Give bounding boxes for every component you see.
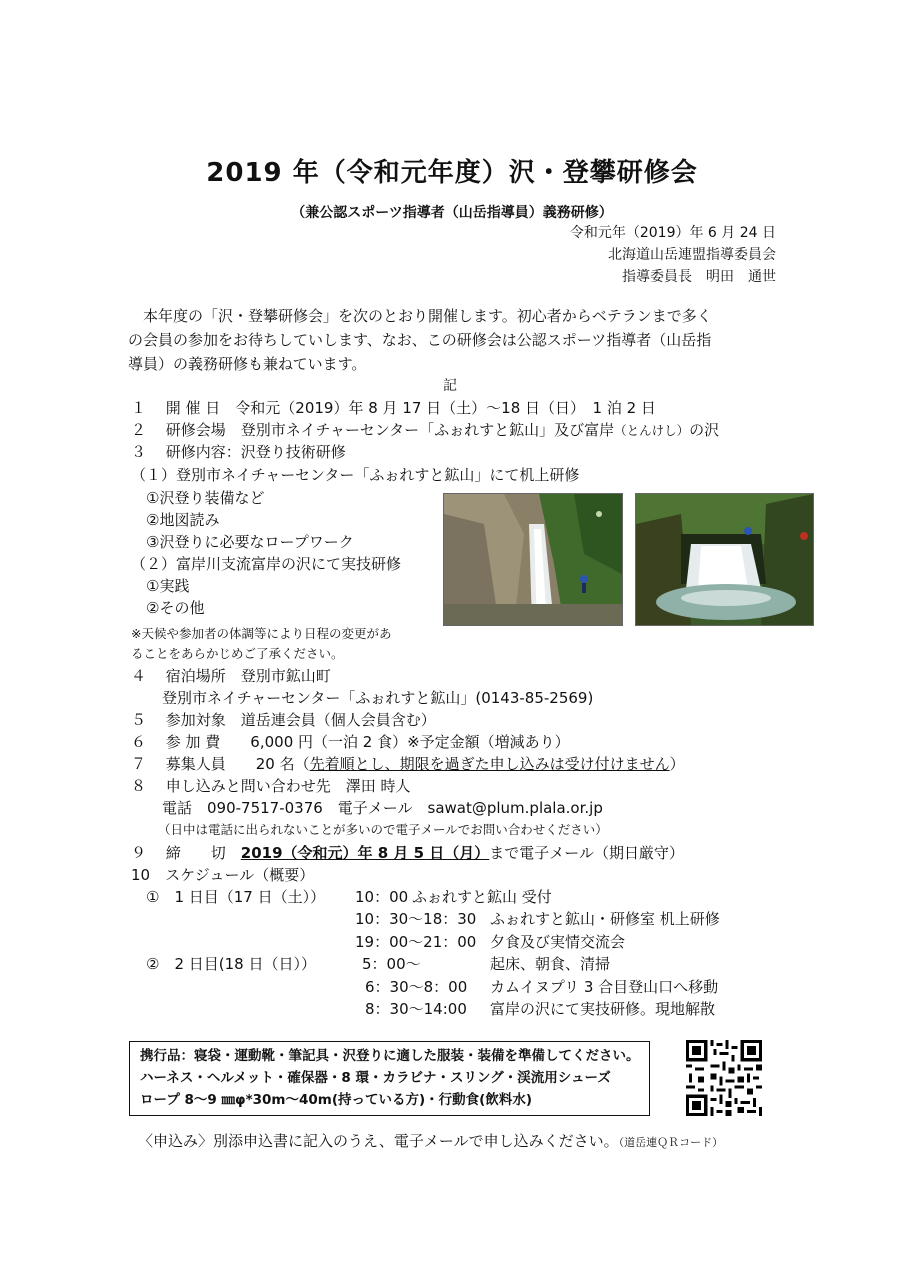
schedule-event: 起床、朝食、清掃	[490, 955, 611, 973]
sub-1b: ②地図読み	[146, 511, 220, 529]
item-2-text: ２ 研修会場 登別市ネイチャーセンター「ふぉれすと鉱山」及び富岸	[131, 421, 615, 439]
item-5-target: ５ 参加対象 道岳連会員（個人会員含む）	[131, 711, 436, 729]
schedule-day-2: ② 2 日目(18 日（日））	[146, 955, 316, 973]
footer-qr-label: （道岳連ＱＲコード）	[618, 1136, 724, 1149]
item-8-phone-email: 電話 090-7517-0376 電子メール sawat@plum.plala.or.jp	[162, 799, 603, 817]
schedule-time: 10：00	[355, 888, 409, 906]
ki-marker: 記	[443, 378, 457, 394]
waterfall-photo-2	[635, 493, 814, 626]
item-7-condition: 先着順とし、期限を過ぎた申し込みは受け付けません	[309, 755, 670, 773]
equipment-line-1: 携行品：寝袋・運動靴・筆記具・沢登りに適した服装・装備を準備してください。	[140, 1048, 640, 1064]
item-6-fee: ６ 参 加 費 6,000 円（一泊 2 食）※予定金額（増減あり）	[131, 733, 570, 751]
sub-1-title: （１）登別市ネイチャーセンター「ふぉれすと鉱山」にて机上研修	[131, 466, 580, 484]
sub-1a: ①沢登り装備など	[146, 489, 265, 507]
schedule-event: 富岸の沢にて実技研修。現地解散	[490, 1000, 716, 1018]
item-1-dates: １ 開 催 日 令和元（2019）年 8 月 17 日（土）～18 日（日） 1 泊 2 日	[131, 399, 656, 417]
item-8-contact: ８ 申し込みと問い合わせ先 澤田 時人	[131, 777, 411, 795]
schedule-note-1: ※天候や参加者の体調等により日程の変更があ	[131, 626, 392, 641]
schedule-time: 19：00～21：00	[355, 933, 477, 951]
item-8-note: （日中は電話に出られないことが多いので電子メールでお問い合わせください）	[158, 822, 608, 837]
intro-line-1: 本年度の「沢・登攀研修会」を次のとおり開催します。初心者からベテランまで多く	[128, 307, 712, 325]
equipment-line-2: ハーネス・ヘルメット・確保器・8 環・カラビナ・スリング・渓流用シューズ	[140, 1070, 611, 1086]
sub-2-title: （２）富岸川支流富岸の沢にて実技研修	[131, 555, 402, 573]
intro-line-2: の会員の参加をお待ちしていします、なお、この研修会は公認スポーツ指導者（山岳指	[128, 331, 712, 349]
sub-2a: ①実践	[146, 577, 190, 595]
schedule-event: カムイヌプリ 3 合目登山口へ移動	[490, 978, 719, 996]
sub-2b: ②その他	[146, 599, 205, 617]
sub-1c: ③沢登りに必要なロープワーク	[146, 533, 354, 551]
item-9-deadline	[131, 841, 684, 865]
schedule-time: 5：00～	[362, 955, 421, 973]
item-9-suffix: まで電子メール（期日厳守）	[489, 844, 684, 862]
schedule-event: ふぉれすと鉱山・研修室 机上研修	[490, 910, 720, 928]
qr-code-icon[interactable]	[686, 1040, 762, 1116]
page-title: 2019 年（令和元年度）沢・登攀研修会	[206, 158, 698, 188]
equipment-box	[129, 1041, 650, 1116]
footer-application-note	[138, 1130, 723, 1151]
schedule-time: 6：30～8：00	[365, 978, 468, 996]
item-10-schedule: 10 スケジュール（概要）	[131, 866, 315, 884]
schedule-day-1: ① 1 日目（17 日（土））	[146, 888, 326, 906]
equipment-line-3: ロープ 8～9 ㎜φ*30m～40m(持っている方)・行動食(飲料水)	[140, 1092, 533, 1108]
item-9-date: 2019（令和元）年 8 月 5 日（月）	[240, 844, 490, 862]
intro-line-3: 導員）の義務研修も兼ねています。	[128, 355, 367, 373]
item-7-text: ７ 募集人員 20 名（	[131, 755, 310, 773]
item-2-reading: （とんけし）	[614, 423, 690, 438]
schedule-time: 10：30～18：30	[355, 910, 477, 928]
schedule-event: ふぉれすと鉱山 受付	[412, 888, 552, 906]
item-7-capacity	[131, 752, 685, 776]
waterfall-photo-1	[443, 493, 623, 626]
item-4-lodging: ４ 宿泊場所 登別市鉱山町	[131, 667, 331, 685]
page-subtitle: （兼公認スポーツ指導者（山岳指導員）義務研修）	[291, 205, 613, 221]
item-4-address: 登別市ネイチャーセンター「ふぉれすと鉱山」(0143-85-2569)	[162, 689, 594, 707]
schedule-note-2: ることをあらかじめご了承ください。	[131, 646, 344, 661]
item-7-close: ）	[669, 755, 685, 773]
document-date: 令和元年（2019）年 6 月 24 日	[569, 225, 776, 241]
item-9-label: ９ 締 切	[131, 844, 241, 862]
footer-main-text: 〈申込み〉別添申込書に記入のうえ、電子メールで申し込みください。	[138, 1132, 619, 1150]
schedule-event: 夕食及び実情交流会	[490, 933, 626, 951]
item-3-content: ３ 研修内容：沢登り技術研修	[131, 443, 346, 461]
schedule-time: 8：30～14:00	[365, 1000, 467, 1018]
item-2-suffix: の沢	[689, 421, 720, 439]
organization: 北海道山岳連盟指導委員会	[608, 247, 776, 263]
author: 指導委員長 明田 通世	[622, 269, 776, 285]
